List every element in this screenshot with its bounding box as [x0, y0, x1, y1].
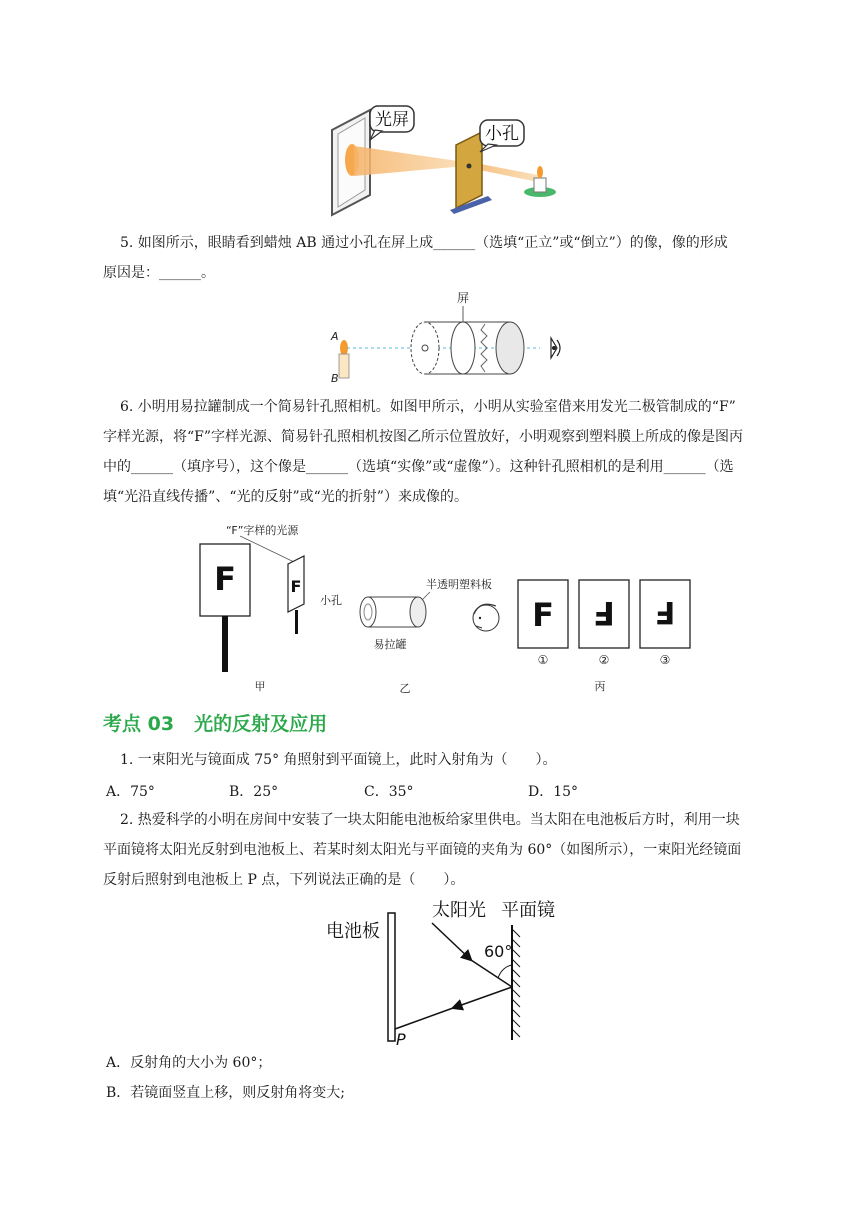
caption-bing: 丙 [594, 680, 606, 693]
solar-mirror-figure [320, 895, 570, 1045]
r2-line3: 反射后照射到电池板上 P 点，下列说法正确的是（ ）。 [103, 872, 465, 888]
f-source-camera-figure [190, 518, 700, 698]
option-3-label: ③ [659, 653, 671, 667]
q5-line2: 原因是：______。 [103, 265, 215, 281]
f-letter-1: F [214, 560, 236, 598]
r2-line2: 平面镜将太阳光反射到电池板上、若某时刻太阳光与平面镜的夹角为 60°（如图所示），一束阳光经镜面 [103, 842, 742, 858]
q6-line2: 字样光源，将“F”字样光源、简易针孔照相机按图乙所示位置放好，小明观察到塑料膜上所成的像是图丙 [103, 429, 744, 445]
q6-line3: 中的______（填序号），这个像是______（选填“实像”或“虚像”）。这种针孔照相机的是利用______（选 [103, 459, 734, 475]
section-heading [103, 709, 327, 736]
source-label: “F”字样的光源 [226, 524, 299, 537]
screen-label-2: 屏 [456, 291, 470, 305]
angle-label: 60° [484, 942, 513, 961]
point-p-label: P [396, 1030, 406, 1045]
r1-option-a: A．75° [106, 784, 155, 800]
can-label: 易拉罐 [373, 638, 407, 651]
plastic-label: 半透明塑料板 [426, 578, 492, 591]
f-letter-3: F [532, 596, 554, 634]
caption-yi: 乙 [399, 682, 411, 695]
sun-label: 太阳光 [432, 900, 486, 921]
panel-label: 电池板 [326, 921, 380, 942]
r1-option-b: B．25° [229, 784, 279, 800]
f-letter-4: F [593, 594, 615, 632]
answer-a: A．反射角的大小为 60°； [106, 1055, 272, 1071]
q6-line4: 填“光沿直线传播”、“光的反射”或“光的折射”）来成像的。 [103, 489, 468, 505]
option-2-label: ② [598, 653, 610, 667]
mirror-label: 平面镜 [501, 900, 555, 921]
r2-line1: 2. 热爱科学的小明在房间中安装了一块太阳能电池板给家里供电。当太阳在电池板后方时，利用一块 [120, 812, 740, 828]
point-a-label: A [331, 330, 339, 343]
screen-label: 光屏 [375, 110, 409, 130]
caption-jia: 甲 [254, 680, 266, 693]
option-1-label: ① [537, 653, 549, 667]
pinhole-screen-figure [320, 100, 560, 220]
q6-line1: 6. 小明用易拉罐制成一个简易针孔照相机。如图甲所示，小明从实验室借来用发光二极管制成的“F” [120, 399, 736, 415]
point-b-label: B [331, 372, 339, 383]
hole-label: 小孔 [485, 124, 519, 144]
r1-option-d: D．15° [528, 784, 579, 800]
f-letter-2: F [290, 577, 302, 596]
hole-label-2: 小孔 [320, 594, 342, 607]
section-title-text: 光的反射及应用 [194, 713, 328, 735]
section-code: 考点 03 [103, 713, 175, 735]
r1-question: 1. 一束阳光与镜面成 75° 角照射到平面镜上，此时入射角为（ ）。 [120, 752, 557, 768]
r1-option-c: C．35° [364, 784, 414, 800]
candle-can-eye-figure [325, 288, 575, 383]
q5-line1: 5. 如图所示，眼睛看到蜡烛 AB 通过小孔在屏上成______（选填“正立”或“倒立”）的像，像的形成 [120, 235, 728, 251]
f-letter-5: F [654, 594, 676, 629]
answer-b: B．若镜面竖直上移，则反射角将变大; [106, 1085, 346, 1101]
